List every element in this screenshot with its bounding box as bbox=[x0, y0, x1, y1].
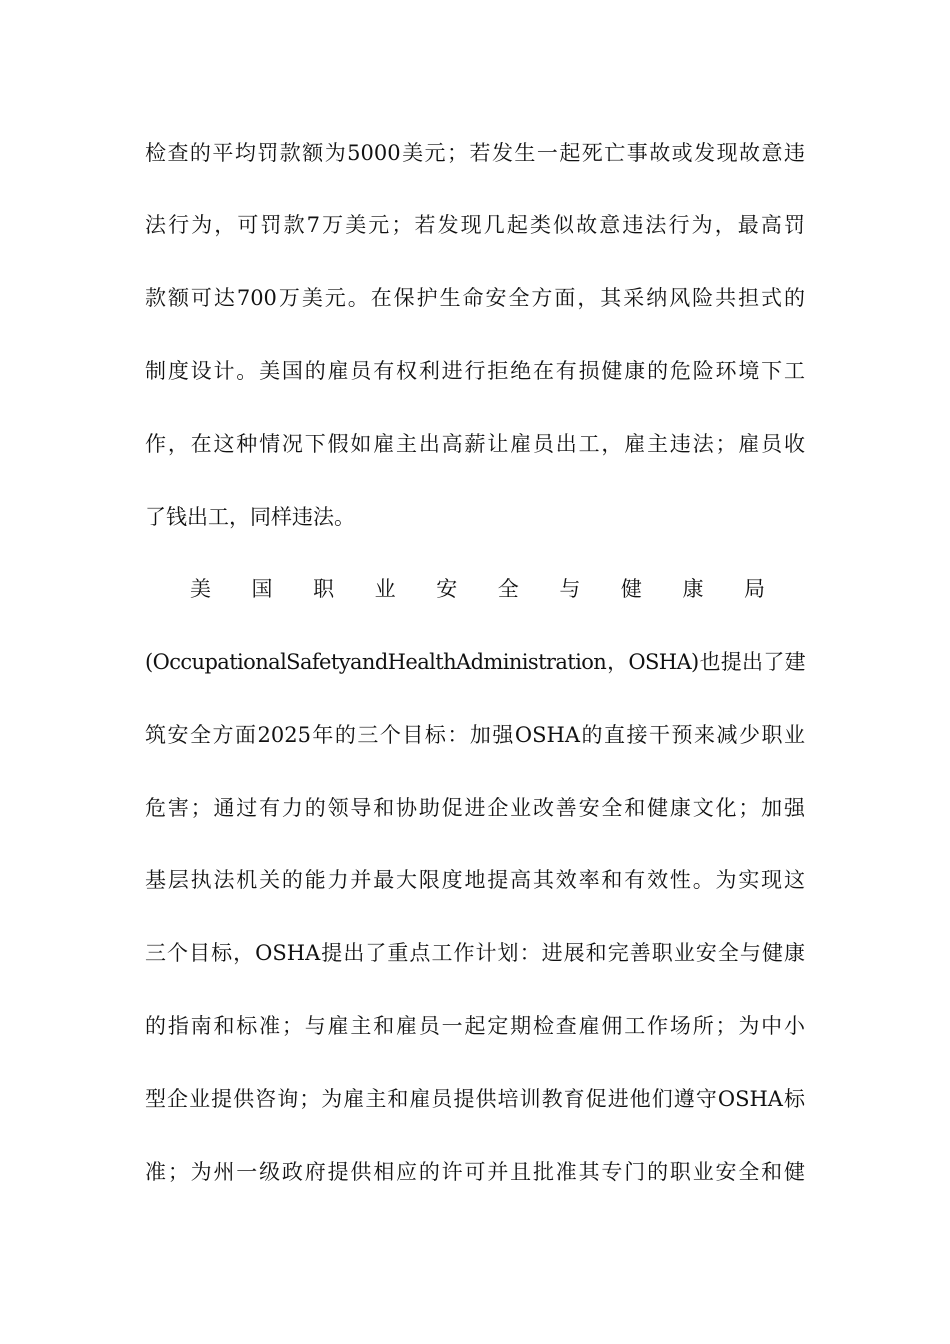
text-line: 危害；通过有力的领导和协助促进企业改善安全和健康文化；加强 bbox=[145, 796, 805, 820]
text-line: 美国职业安全与健康局 bbox=[190, 577, 805, 601]
text-line: 型企业提供咨询；为雇主和雇员提供培训教育促进他们遵守OSHA标 bbox=[145, 1087, 805, 1111]
text-line: (OccupationalSafetyandHealthAdministration，OSHA)也提出了建 bbox=[145, 650, 805, 674]
text-line: 作，在这种情况下假如雇主出高薪让雇员出工，雇主违法；雇员收 bbox=[145, 432, 805, 456]
text-line: 的指南和标准；与雇主和雇员一起定期检查雇佣工作场所；为中小 bbox=[145, 1014, 805, 1038]
text-line: 法行为，可罚款7万美元；若发现几起类似故意违法行为，最高罚 bbox=[145, 213, 805, 237]
text-line: 检查的平均罚款额为5000美元；若发生一起死亡事故或发现故意违 bbox=[145, 141, 805, 165]
text-line: 准；为州一级政府提供相应的许可并且批准其专门的职业安全和健 bbox=[145, 1160, 805, 1184]
text-line: 三个目标，OSHA提出了重点工作计划：进展和完善职业安全与健康 bbox=[145, 941, 805, 965]
text-line: 基层执法机关的能力并最大限度地提高其效率和有效性。为实现这 bbox=[145, 868, 805, 892]
text-line: 款额可达700万美元。在保护生命安全方面，其采纳风险共担式的 bbox=[145, 286, 805, 310]
text-line: 了钱出工，同样违法。 bbox=[145, 505, 355, 529]
text-line: 筑安全方面2025年的三个目标：加强OSHA的直接干预来减少职业 bbox=[145, 723, 805, 747]
text-line: 制度设计。美国的雇员有权利进行拒绝在有损健康的危险环境下工 bbox=[145, 359, 805, 383]
